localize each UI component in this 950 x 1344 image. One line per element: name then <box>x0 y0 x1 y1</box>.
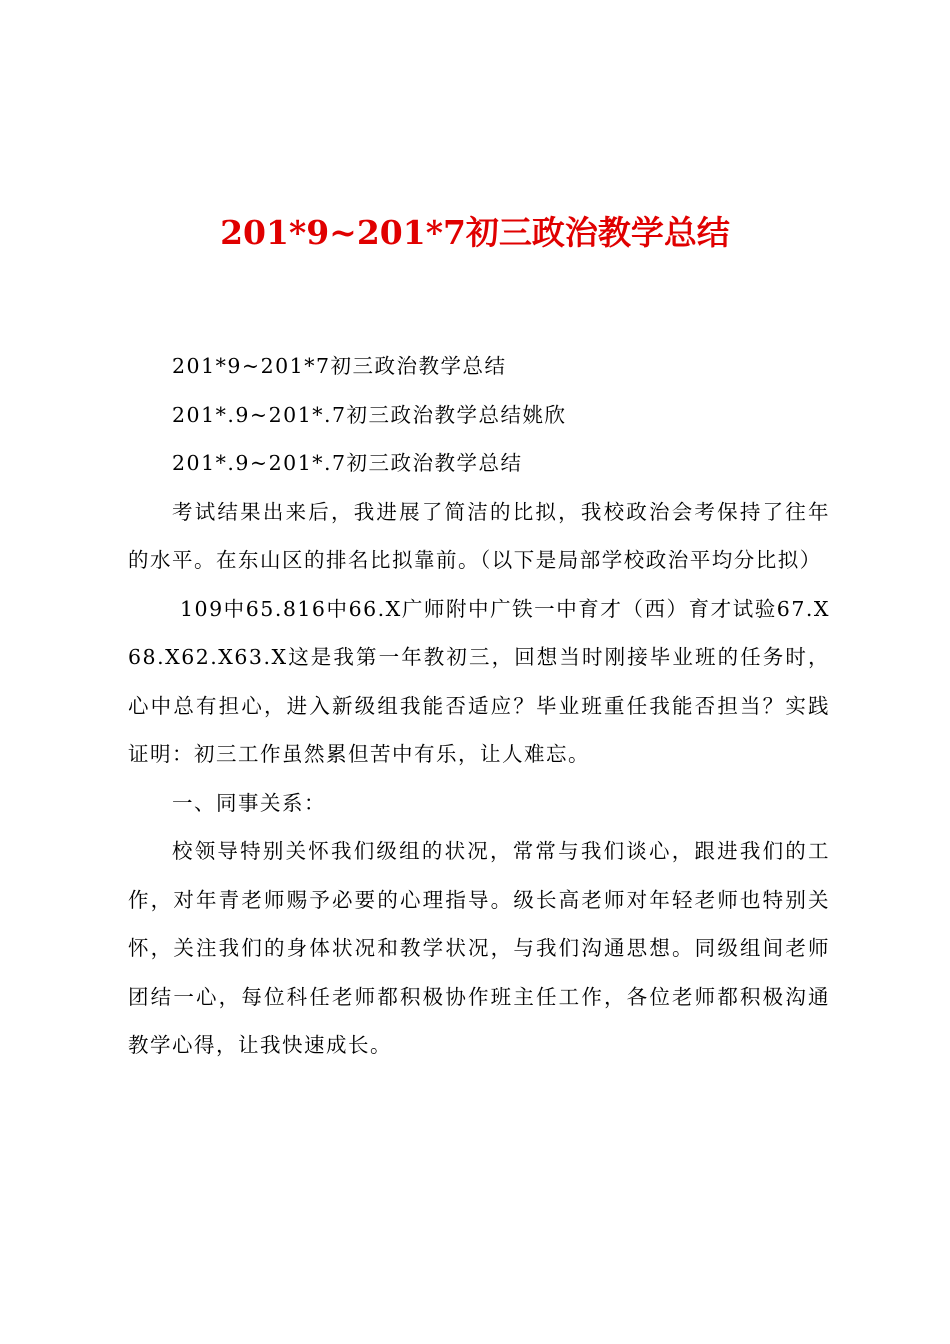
paragraph-subtitle-1: 201*9~201*7初三政治教学总结 <box>172 354 507 378</box>
paragraph-colleague-relations: 校领导特别关怀我们级组的状况，常常与我们谈心，跟进我们的工作，对年青老师赐予必要的心理指导。级长高老师对年轻老师也特别关怀，关注我们的身体状况和教学状况，与我们沟通思想。同级组间老师团结一心，每位科任老师都积极协作班主任工作，各位老师都积极沟通教学心得，让我快速成长。 <box>128 839 830 1057</box>
paragraph-exam-results: 考试结果出来后，我进展了简洁的比拟，我校政治会考保持了往年的水平。在东山区的排名比拟靠前。（以下是局部学校政治平均分比拟） <box>128 499 830 572</box>
paragraph-subtitle-2: 201*.9~201*.7初三政治教学总结姚欣 <box>172 402 567 427</box>
section-heading-colleague-relations: 一、同事关系： <box>172 790 326 815</box>
document-title: 201*9~201*7初三政治教学总结 <box>220 213 730 252</box>
paragraph-scores-and-reflection: 109中65.816中66.X广师附中广铁一中育才（西）育才试验67.X68.X62.X63.X这是我第一年教初三，回想当时刚接毕业班的任务时，心中总有担心，进入新级组我能否适应？毕业班重任我能否担当？实践证明：初三工作虽然累但苦中有乐，让人难忘。 <box>128 596 830 766</box>
document-body <box>128 342 830 1070</box>
paragraph-subtitle-3: 201*.9~201*.7初三政治教学总结 <box>172 451 523 475</box>
